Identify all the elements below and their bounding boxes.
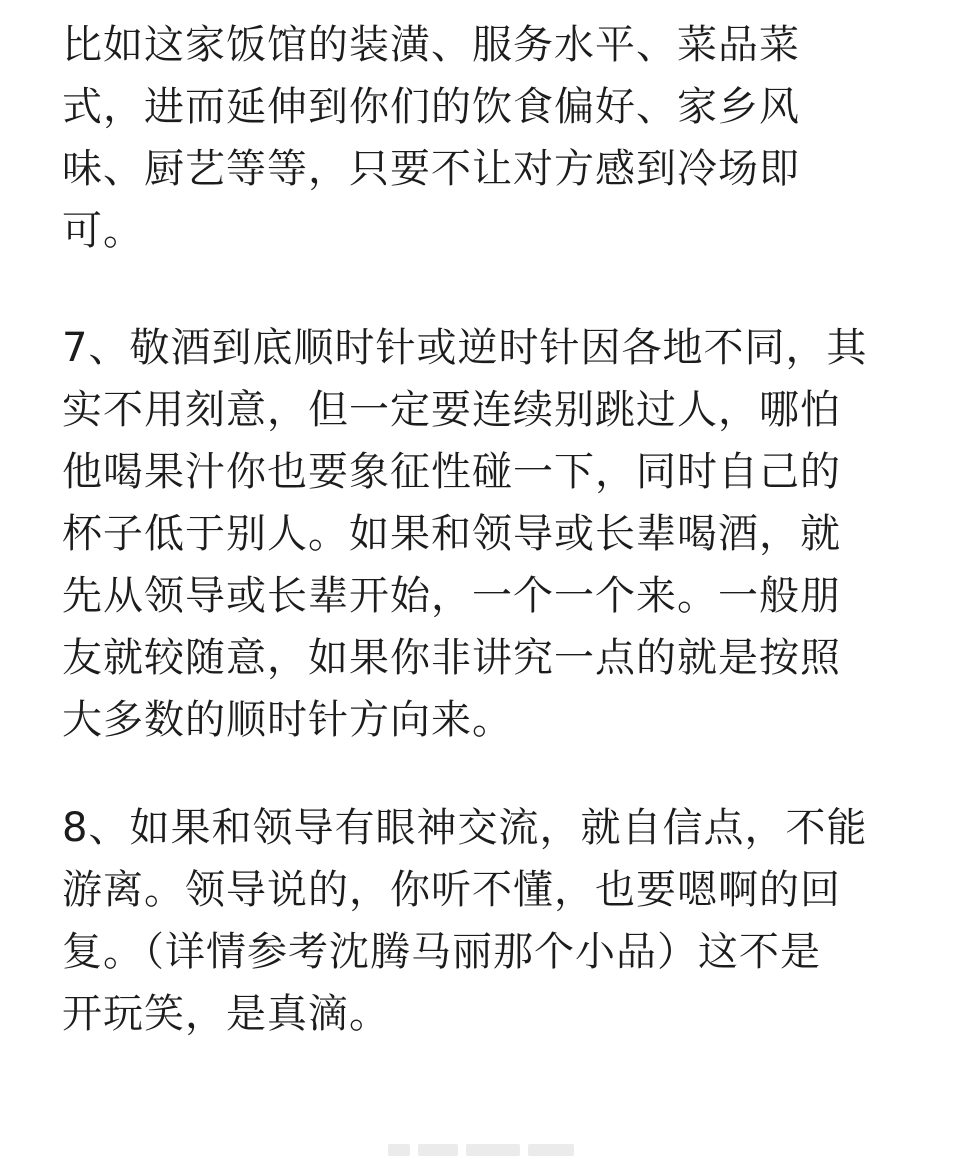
text-line: 味、厨艺等等，只要不让对方感到冷场即 xyxy=(62,146,800,192)
text-line: 他喝果汁你也要象征性碰一下，同时自己的 xyxy=(62,449,841,495)
text-line: 比如这家饭馆的装潢、服务水平、菜品菜 xyxy=(62,22,800,68)
text-line: 大多数的顺时针方向来。 xyxy=(62,697,513,743)
text-line: 先从领导或长辈开始，一个一个来。一般朋 xyxy=(62,573,841,619)
text-line: 杯子低于别人。如果和领导或长辈喝酒，就 xyxy=(62,511,841,557)
text-line: 可。 xyxy=(62,208,144,254)
text-line: 实不用刻意，但一定要连续别跳过人，哪怕 xyxy=(62,387,841,433)
text-line: 开玩笑，是真滴。 xyxy=(62,991,390,1037)
text-line: 式，进而延伸到你们的饮食偏好、家乡风 xyxy=(62,84,800,130)
text-line: 游离。领导说的，你听不懂，也要嗯啊的回 xyxy=(62,867,841,913)
faded-watermark xyxy=(388,1138,578,1162)
text-line: 7、敬酒到底顺时针或逆时针因各地不同，其 xyxy=(62,325,868,371)
text-line: 友就较随意，如果你非讲究一点的就是按照 xyxy=(62,635,841,681)
text-line: 8、如果和领导有眼神交流，就自信点，不能 xyxy=(62,805,868,851)
text-line: 复。（详情参考沈腾马丽那个小品）这不是 xyxy=(62,929,821,975)
